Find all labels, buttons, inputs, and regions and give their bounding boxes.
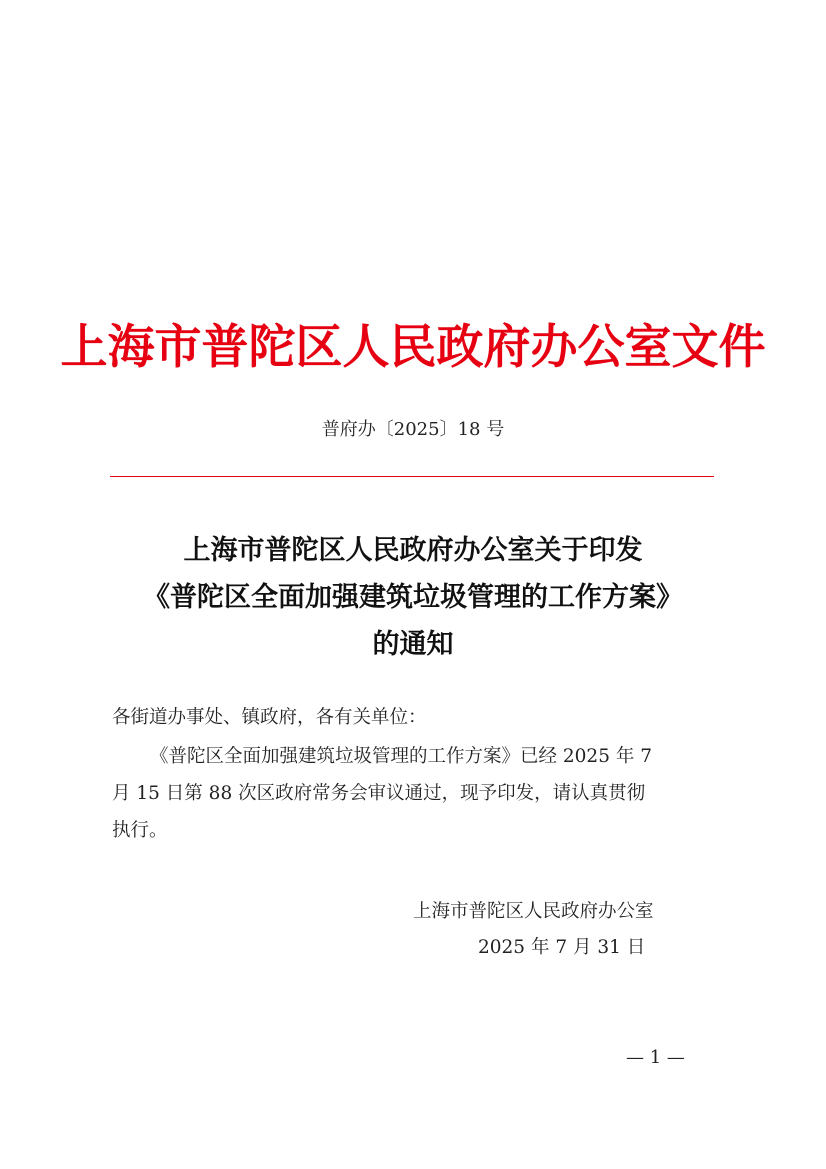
salutation: 各街道办事处、镇政府，各有关单位：	[112, 707, 427, 728]
page-number: — 1 —	[626, 1047, 685, 1068]
notice-title	[0, 527, 826, 668]
notice-title-line: 的通知	[372, 629, 454, 660]
document-number: 普府办〔2025〕18 号	[321, 419, 505, 440]
notice-title-line: 上海市普陀区人民政府办公室关于印发	[183, 535, 643, 566]
red-divider-line	[110, 476, 714, 477]
signature-date: 2025 年 7 月 31 日	[478, 937, 646, 958]
body-line: 执行。	[112, 820, 168, 841]
document-header-title: 上海市普陀区人民政府办公室文件	[60, 320, 766, 375]
issuer-signature: 上海市普陀区人民政府办公室	[413, 901, 654, 922]
body-paragraph	[112, 738, 718, 849]
notice-title-line: 《普陀区全面加强建筑垃圾管理的工作方案》	[143, 582, 683, 613]
body-line: 月 15 日第 88 次区政府常务会审议通过，现予印发，请认真贯彻	[112, 783, 646, 804]
body-line: 《普陀区全面加强建筑垃圾管理的工作方案》已经 2025 年 7	[150, 746, 652, 767]
